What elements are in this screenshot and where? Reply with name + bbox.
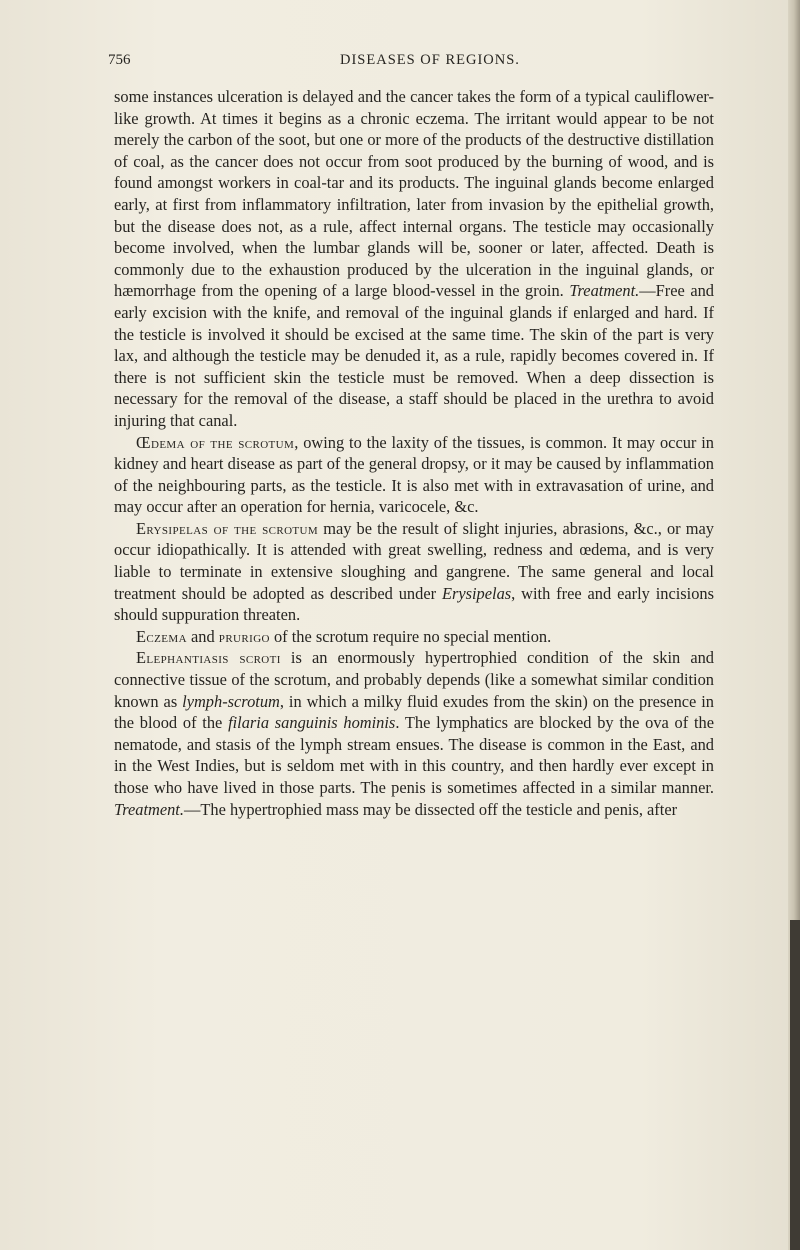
page-number: 756 — [108, 52, 131, 68]
text-run: some instances ulceration is delayed and the cancer takes the form of a typical cauliflower-like growth. At times it begins as a chronic eczema. The irritant would appear to be not merely the carbon of the soot, but one or more of the products of the destructive distillation of coal, as the cancer does not occur from soot produced by the burning of wood, and is found amongst workers in coal-tar and its products. The inguinal glands become enlarged early, at first from inflammatory infiltration, later from invasion by the epithelial growth, but the disease does not, as a rule, affect internal organs. The testicle may occasionally become involved, when the lumbar glands will be, sooner or later, affected. Death is commonly due to the exhaustion produced by the ulceration in the inguinal glands, or hæmorrhage from the opening of a large blood-vessel in the groin. — [114, 87, 714, 301]
text-run: of the scrotum require no special mention. — [269, 626, 552, 646]
paragraph-p2 — [114, 432, 714, 518]
italic-run: filaria sanguinis hominis — [228, 713, 396, 733]
italic-run: Treatment. — [114, 799, 184, 819]
section-heading-run: Erysipelas of the scrotum — [136, 518, 319, 538]
text-run: , owing to the laxity of the tissues, is common. It may occur in kidney and heart disease as part of the general dropsy, or it may be caused by inflammation of the neighbouring parts, as the testicle. It is also met with in extravasation of urine, and may occur after an operation for hernia, varicocele, &c. — [114, 432, 715, 517]
italic-run: Treatment. — [569, 281, 640, 301]
text-run: may be the result of slight injuries, abrasions, &c., or may occur idiopathically. It is attended with great swelling, redness and œdema, and is very liable to terminate in extensive sloughing and gangrene. The same general and local treatment should be adopted as described under — [114, 518, 714, 603]
text-run: is an enormously hypertrophied condition of the skin and connective tissue of the scrotum, and probably depends (like a somewhat similar condition known as — [114, 648, 714, 711]
body-text — [114, 86, 714, 820]
text-run: . The lymphatics are blocked by the ova of the nematode, and stasis of the lymph stream ensues. The disease is common in the East, and in the West Indies, but is seldom met with in this country, and then hardly ever except in those who have lived in those parts. The penis is sometimes affected in a similar manner. — [114, 713, 714, 797]
section-heading-run: Œdema of the scrotum — [136, 432, 295, 452]
text-run: , with free and early incisions should suppuration threaten. — [114, 583, 714, 625]
section-heading-run: prurigo — [218, 626, 270, 646]
italic-run: lymph-scrotum — [182, 691, 280, 711]
running-title: DISEASES OF REGIONS. — [340, 52, 520, 68]
text-run: —The hypertrophied mass may be dissected off the testicle and penis, after — [183, 799, 678, 819]
paragraph-p4 — [114, 626, 714, 648]
paragraph-p5 — [114, 647, 714, 820]
paragraph-p1 — [114, 86, 714, 432]
italic-run: Erysipelas — [441, 583, 512, 603]
paragraph-p3 — [114, 518, 714, 626]
page-edge-dark-strip — [790, 920, 800, 1250]
text-run: and — [186, 626, 219, 646]
section-heading-run: Elephantiasis scroti — [136, 648, 281, 668]
text-run: —Free and early excision with the knife, and removal of the inguinal glands if enlarged and hard. If the testicle is involved it should be excised at the same time. The skin of the part is very lax, and although the testicle may be denuded it, as a rule, rapidly becomes covered in. If there is not sufficient skin the testicle must be removed. When a deep dissection is necessary for the removal of the disease, a staff should be placed in the urethra to avoid injuring that canal. — [114, 281, 715, 430]
section-heading-run: Eczema — [136, 626, 187, 646]
text-run: , in which a milky fluid exudes from the skin) on the presence in the blood of the — [114, 691, 715, 733]
